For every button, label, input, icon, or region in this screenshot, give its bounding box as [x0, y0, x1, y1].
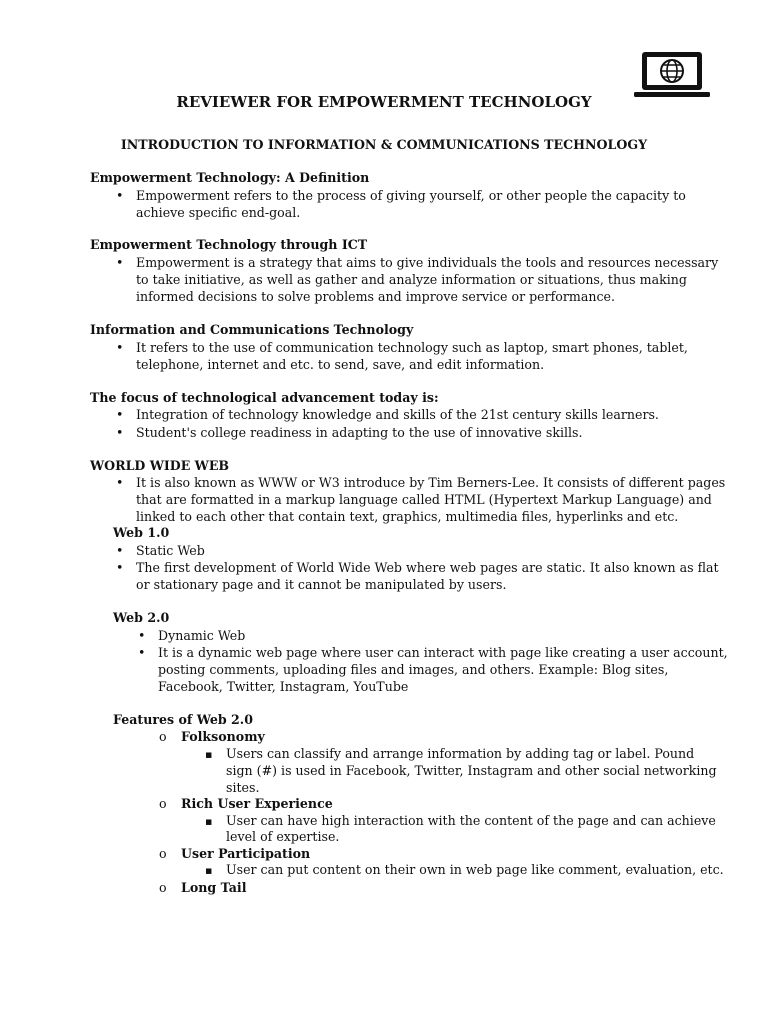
bullet-text: that are formatted in a markup language called HTML (Hypertext Markup Language) and: [136, 492, 712, 507]
feature-title: Folksonomy: [181, 729, 265, 744]
circle-bullet-icon: [159, 795, 167, 812]
bullet-text: telephone, internet and etc. to send, save, and edit information.: [136, 357, 545, 372]
bullet-icon: [116, 424, 123, 441]
bullet-text: Student's college readiness in adapting to the use of innovative skills.: [136, 425, 583, 440]
subsection-heading: Features of Web 2.0: [113, 712, 253, 727]
feature-title: Long Tail: [181, 880, 247, 895]
subsection-heading: Web 2.0: [113, 610, 170, 625]
square-bullet-icon: [205, 861, 212, 879]
feature-text: Users can classify and arrange information by adding tag or label. Pound: [226, 746, 695, 761]
bullet-icon: [116, 339, 123, 356]
feature-text: User can have high interaction with the content of the page and can achieve: [226, 813, 716, 828]
square-bullet-icon: [205, 812, 212, 830]
circle-bullet-icon: [159, 879, 167, 896]
document-title: REVIEWER FOR EMPOWERMENT TECHNOLOGY: [176, 93, 592, 111]
feature-title: Rich User Experience: [181, 796, 333, 811]
bullet-text: It refers to the use of communication technology such as laptop, smart phones, tablet,: [136, 340, 688, 355]
bullet-text: informed decisions to solve problems and improve service or performance.: [136, 289, 615, 304]
bullet-text: Dynamic Web: [158, 628, 246, 643]
bullet-text: posting comments, uploading files and images, and others. Example: Blog sites,: [158, 662, 669, 677]
bullet-text: Static Web: [136, 543, 205, 558]
bullet-text: linked to each other that contain text, graphics, multimedia files, hyperlinks and etc.: [136, 509, 679, 524]
feature-text: sites.: [226, 780, 260, 795]
bullet-text: or stationary page and it cannot be manipulated by users.: [136, 577, 507, 592]
document-subtitle: INTRODUCTION TO INFORMATION & COMMUNICATIONS TECHNOLOGY: [120, 137, 648, 152]
bullet-icon: [116, 559, 123, 576]
feature-title: User Participation: [181, 846, 311, 861]
bullet-text: Empowerment is a strategy that aims to give individuals the tools and resources necessary: [136, 255, 719, 270]
bullet-text: Empowerment refers to the process of giving yourself, or other people the capacity to: [136, 188, 686, 203]
bullet-icon: [138, 644, 145, 661]
bullet-icon: [116, 254, 123, 271]
subsection-heading: Web 1.0: [113, 525, 170, 540]
bullet-text: to take initiative, as well as gather and analyze information or situations, thus making: [136, 272, 687, 287]
bullet-text: The first development of World Wide Web where web pages are static. It also known as flat: [136, 560, 719, 575]
section-heading: Information and Communications Technology: [90, 322, 414, 337]
section-heading: Empowerment Technology through ICT: [90, 237, 368, 252]
bullet-icon: [116, 406, 123, 423]
feature-text: level of expertise.: [226, 829, 340, 844]
bullet-text: It is also known as WWW or W3 introduce by Tim Berners-Lee. It consists of different pages: [136, 475, 726, 490]
bullet-text: It is a dynamic web page where user can interact with page like creating a user account,: [158, 645, 728, 660]
bullet-icon: [116, 542, 123, 559]
section-heading: WORLD WIDE WEB: [90, 458, 230, 473]
bullet-text: achieve specific end-goal.: [136, 205, 301, 220]
square-bullet-icon: [205, 745, 212, 763]
bullet-icon: [116, 187, 123, 204]
section-heading: The focus of technological advancement today is:: [90, 390, 439, 405]
bullet-icon: [116, 474, 123, 491]
feature-text: User can put content on their own in web page like comment, evaluation, etc.: [226, 862, 724, 877]
feature-text: sign (#) is used in Facebook, Twitter, Instagram and other social networking: [226, 763, 717, 778]
circle-bullet-icon: [159, 845, 167, 862]
bullet-text: Facebook, Twitter, Instagram, YouTube: [158, 679, 409, 694]
bullet-text: Integration of technology knowledge and skills of the 21st century skills learners.: [136, 407, 659, 422]
section-heading: Empowerment Technology: A Definition: [90, 170, 370, 185]
circle-bullet-icon: [159, 728, 167, 745]
bullet-icon: [138, 627, 145, 644]
